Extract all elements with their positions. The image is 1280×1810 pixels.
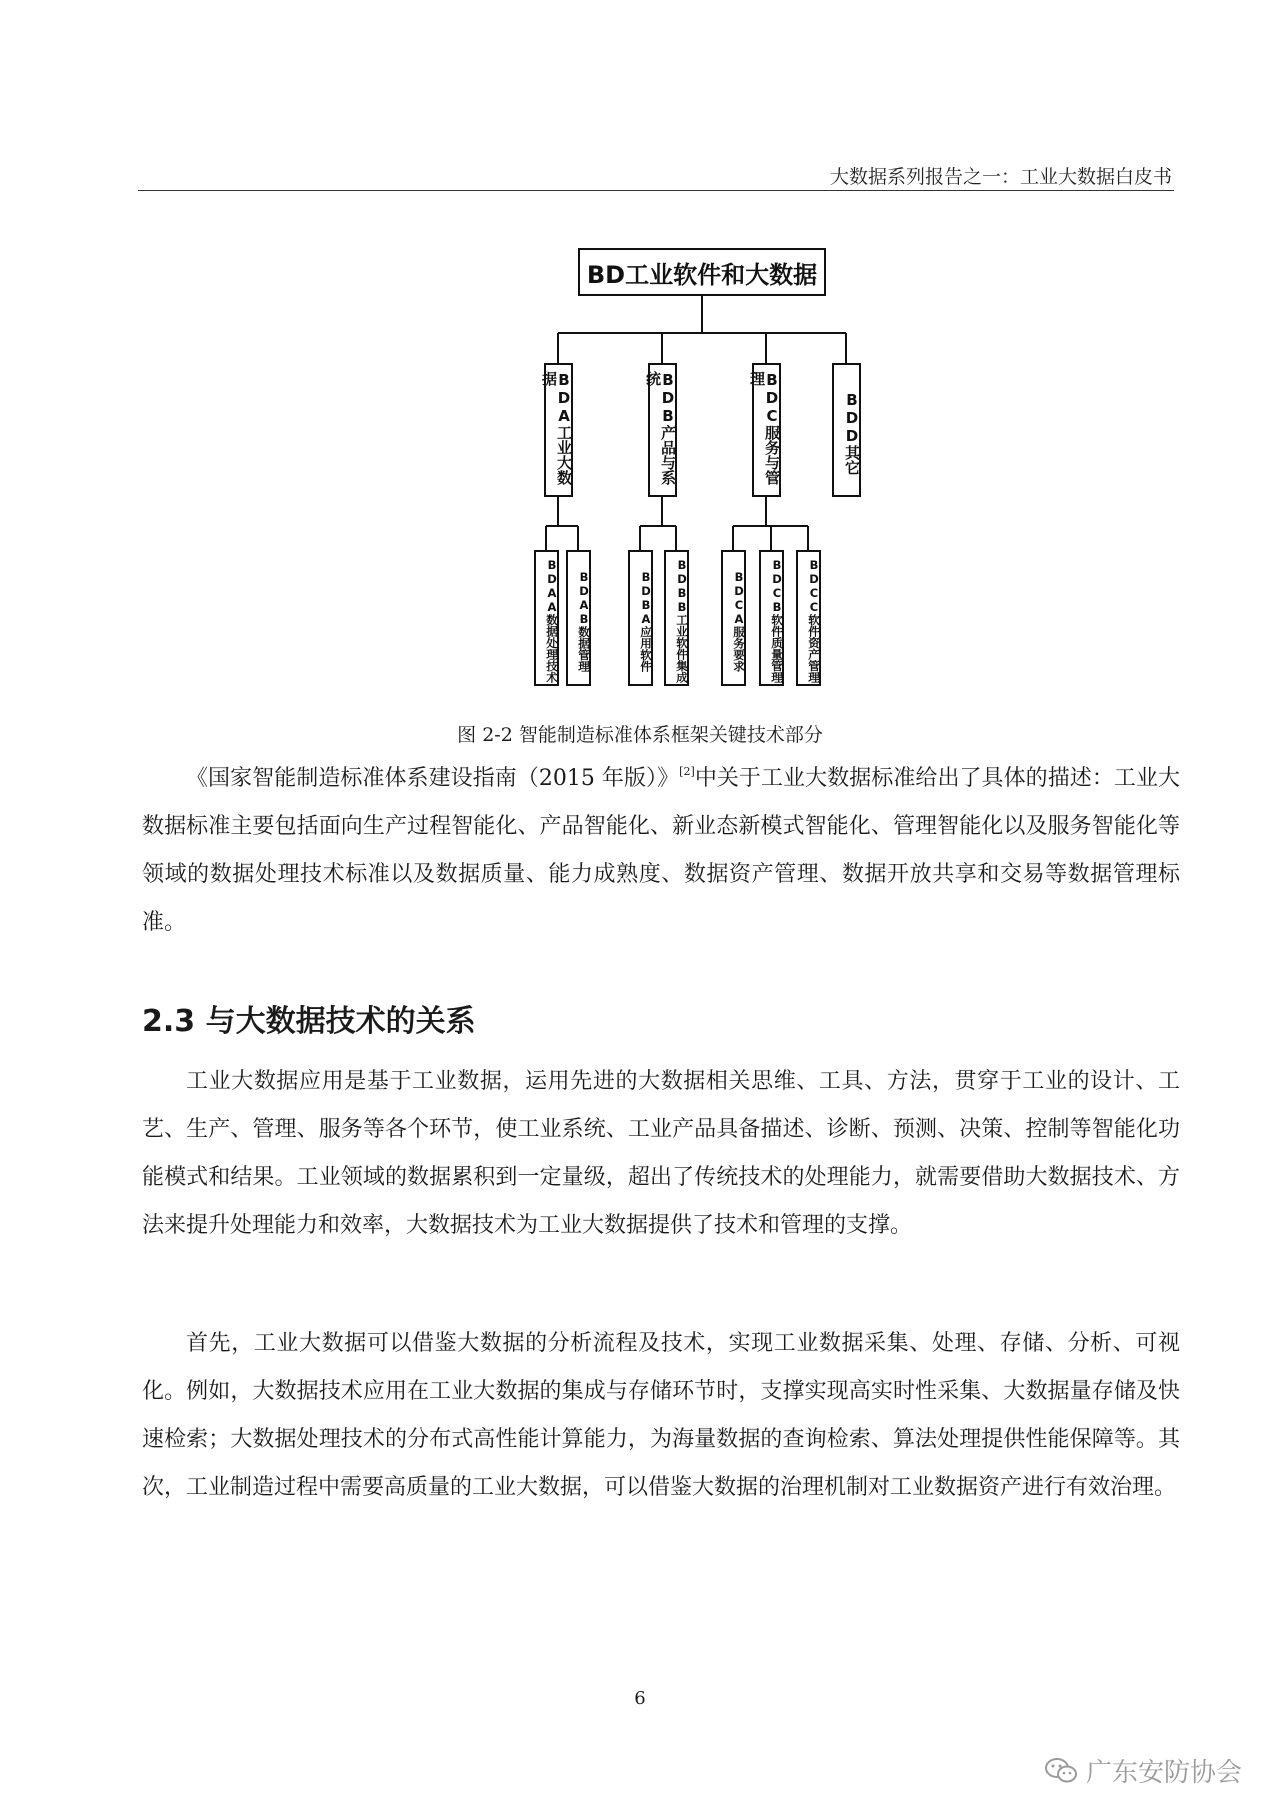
node-bdc: BDC服务与管理 [752, 363, 781, 497]
watermark-text: 广东安防协会 [1085, 1758, 1242, 1788]
paragraph-first-second: 首先，工业大数据可以借鉴大数据的分析流程及技术，实现工业数据采集、处理、存储、分析、可视化。例如，大数据技术应用在工业大数据的集成与存储环节时，支撑实现高实时性采集、大数据量存储及快速检索；大数据处理技术的分布式高性能计算能力，为海量数据的查询检索、算法处理提供性能保障等。其次，工业制造过程中需要高质量的工业大数据，可以借鉴大数据的治理机制对工业数据资产进行有效治理。 [142, 1331, 1180, 1500]
paragraph-standards-body: 中关于工业大数据标准给出了具体的描述：工业大数据标准主要包括面向生产过程智能化、产品智能化、新业态新模式智能化、管理智能化以及服务智能化等领域的数据处理技术标准以及数据质量、能力成熟度、数据资产管理、数据开放共享和交易等数据管理标准。 [142, 766, 1180, 935]
node-bdbb: BDBB工业软件集成 [664, 550, 689, 686]
paragraph-relationship: 工业大数据应用是基于工业数据，运用先进的大数据相关思维、工具、方法，贯穿于工业的设计、工艺、生产、管理、服务等各个环节，使工业系统、工业产品具备描述、诊断、预测、决策、控制等智能化功能模式和结果。工业领域的数据累积到一定量级，超出了传统技术的处理能力，就需要借助大数据技术、方法来提升处理能力和效率，大数据技术为工业大数据提供了技术和管理的支撑。 [142, 1069, 1180, 1238]
node-bdb: BDB产品与系统 [648, 363, 677, 497]
page-number: 6 [634, 1688, 646, 1709]
node-bdcb: BDCB软件质量管理 [759, 550, 784, 686]
reference-marker: [2] [679, 765, 695, 778]
node-bdaa: BDAA数据处理技术 [534, 550, 559, 686]
diagram-root-node: BD工业软件和大数据 [578, 248, 826, 296]
node-bda: BDA工业大数据 [544, 363, 573, 497]
guide-title: 《国家智能制造标准体系建设指南（2015 年版）》 [186, 766, 680, 791]
node-bdcc: BDCC软件资产管理 [796, 550, 821, 686]
paragraph-standards [142, 748, 1180, 947]
node-bdba: BDBA应用软件 [628, 550, 653, 686]
watermark [1044, 1752, 1242, 1789]
running-header: 大数据系列报告之一：工业大数据白皮书 [829, 166, 1172, 188]
node-bdca: BDCA服务要求 [721, 550, 746, 686]
wechat-icon [1044, 1757, 1078, 1785]
node-bdd: BDD其它 [832, 363, 861, 497]
node-bdab: BDAB数据管理 [566, 550, 591, 686]
section-title: 2.3 与大数据技术的关系 [142, 1004, 476, 1039]
figure-caption: 图 2-2 智能制造标准体系框架关键技术部分 [457, 724, 823, 746]
